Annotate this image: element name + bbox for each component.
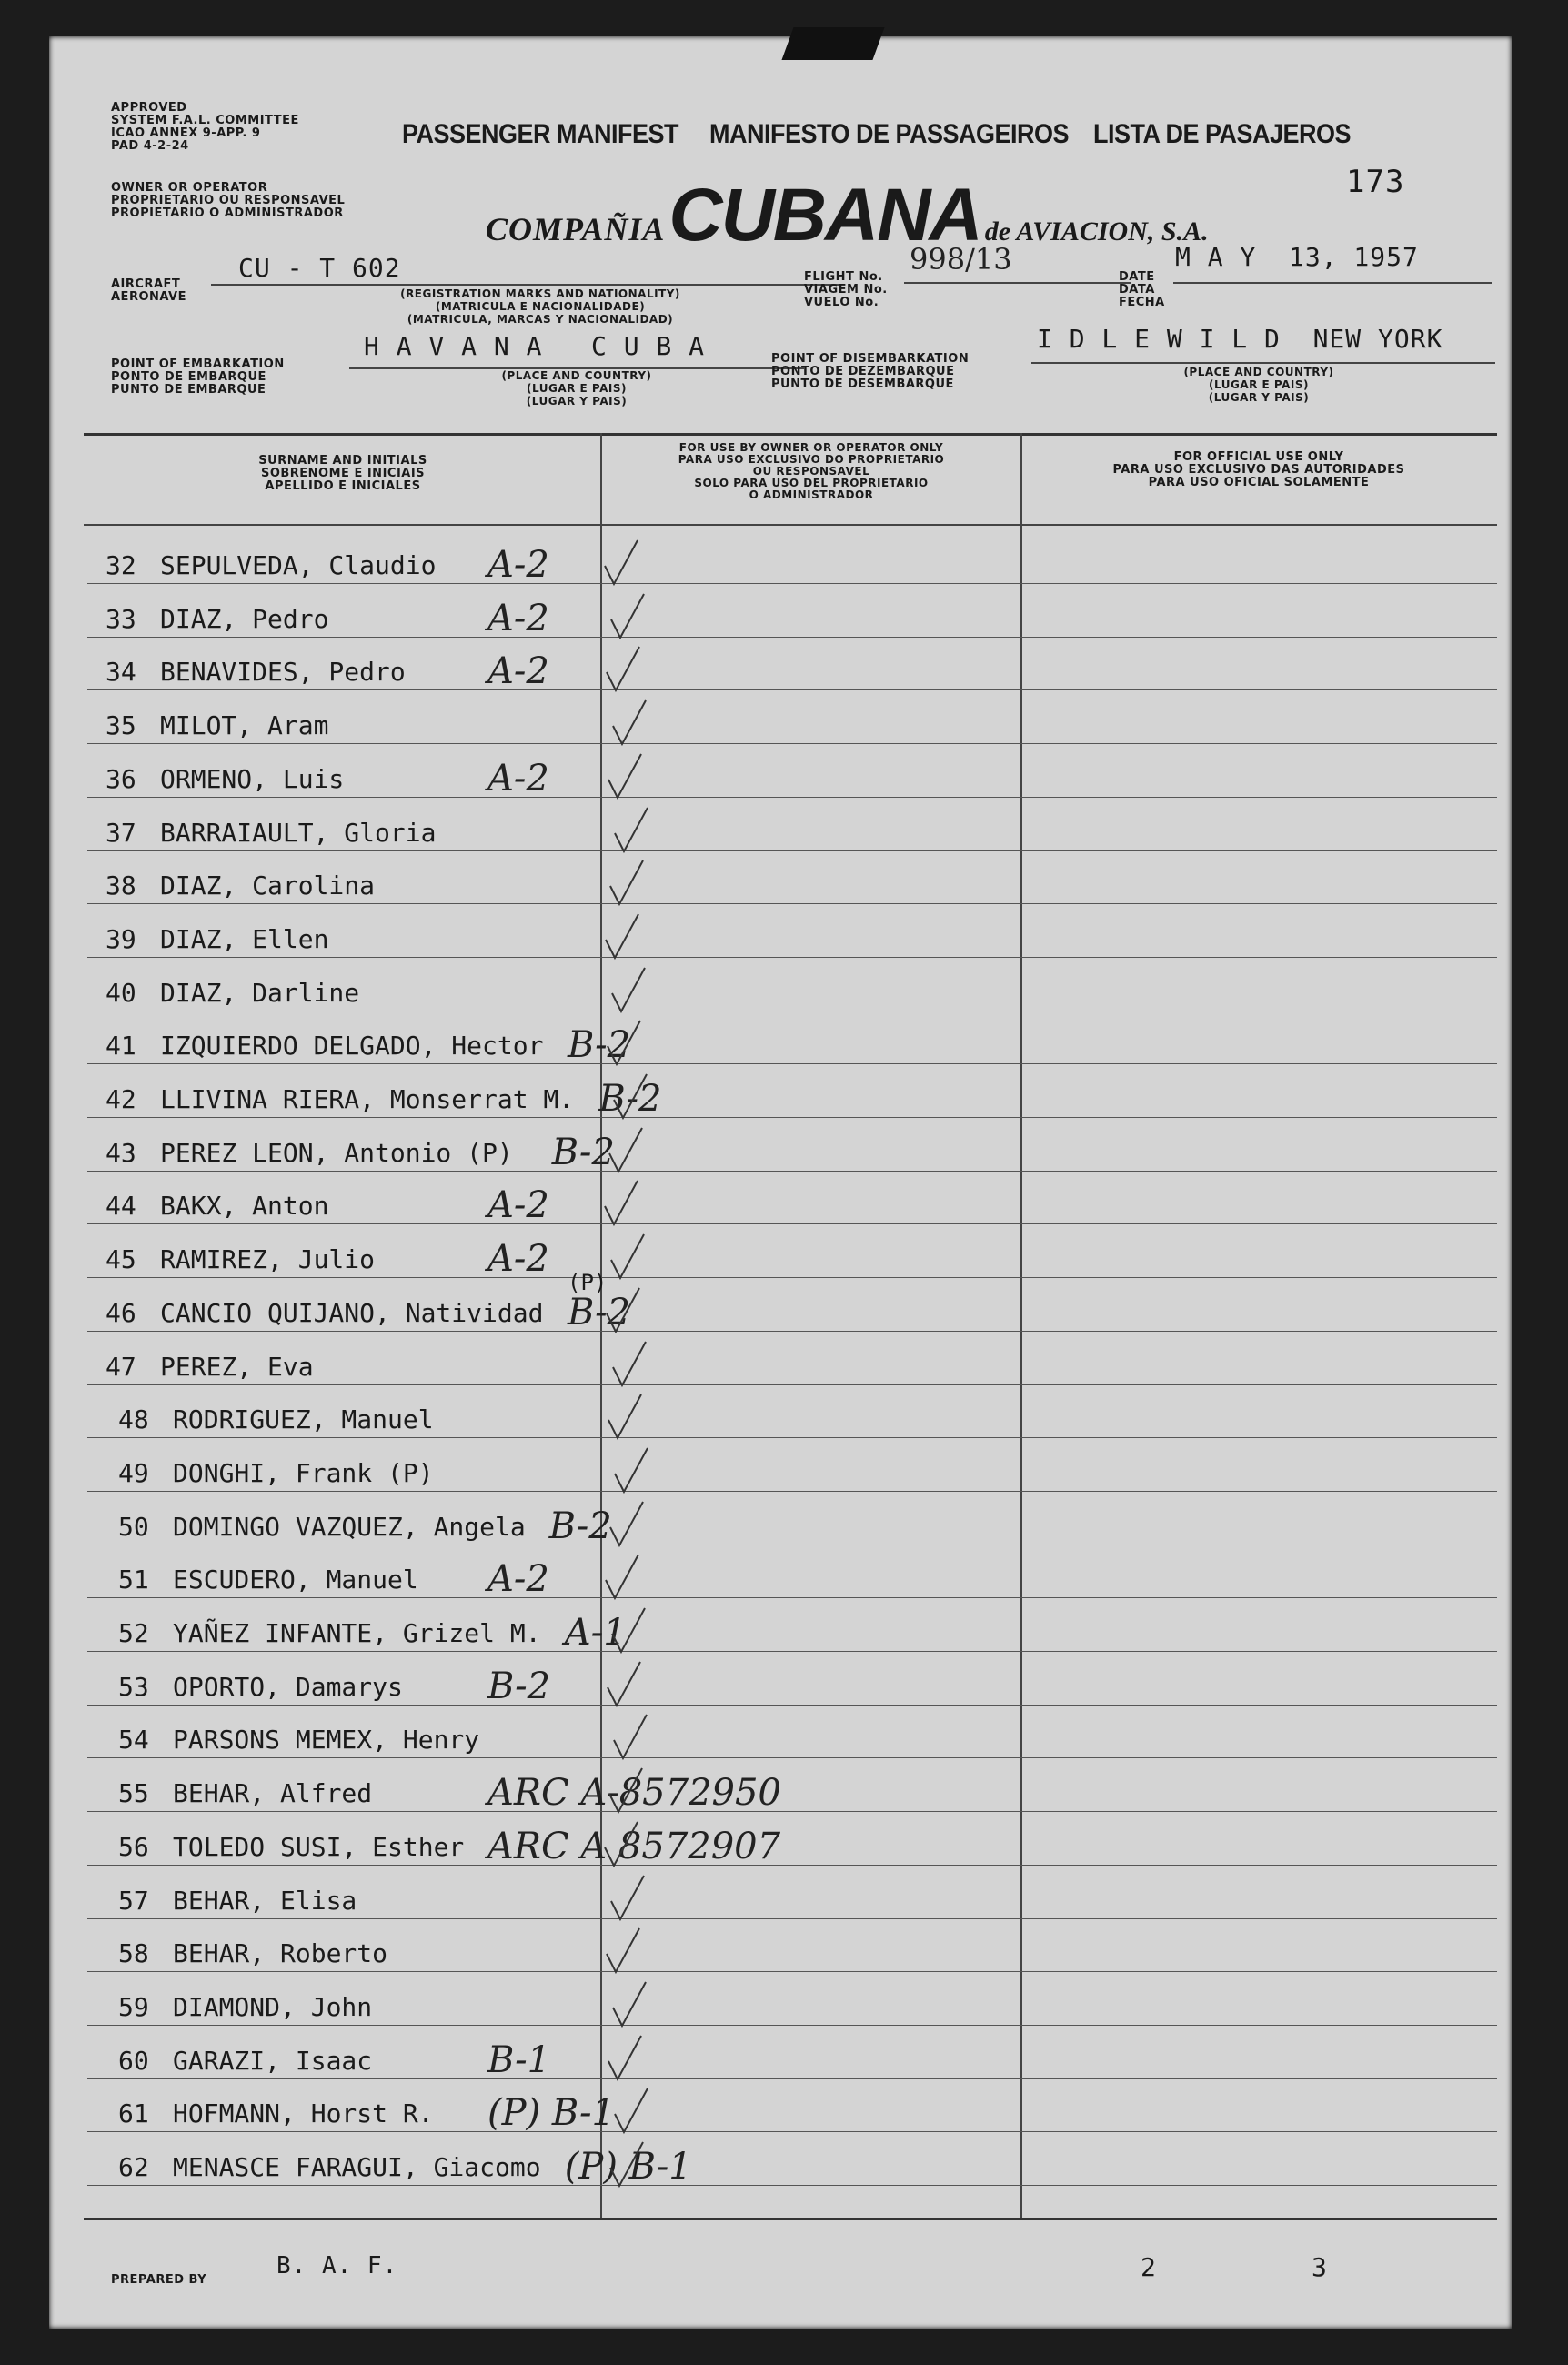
check-mark-icon <box>608 962 648 1017</box>
row-number: 43 <box>106 1137 136 1168</box>
passenger-row <box>87 1973 1497 2026</box>
status-mark: B-2 <box>568 1291 631 1333</box>
row-rule <box>87 2185 1497 2186</box>
status-mark: B-1 <box>487 2038 551 2081</box>
check-mark-icon <box>609 1336 649 1391</box>
column-header-official: FOR OFFICIAL USE ONLY PARA USO EXCLUSIVO DAS AUTORIDADES PARA USO OFICIAL SOLAMENTE <box>1112 450 1405 489</box>
passenger-name: MILOT, Aram <box>160 710 329 741</box>
check-mark-icon <box>608 589 648 643</box>
passenger-name: GARAZI, Isaac <box>173 2045 373 2076</box>
passenger-name: ESCUDERO, Manuel <box>173 1565 418 1595</box>
passenger-name: RAMIREZ, Julio <box>160 1244 376 1275</box>
check-mark-icon <box>604 1656 644 1711</box>
passenger-row <box>87 1333 1497 1385</box>
passenger-row <box>87 585 1497 638</box>
passenger-row <box>87 1919 1497 1972</box>
status-mark: ARC A 8572907 <box>487 1825 781 1867</box>
aircraft-caption: (REGISTRATION MARKS AND NATIONALITY) (MATRICULA E NACIONALIDADE) (MATRICULA, MARCAS Y NACIONALIDAD) <box>400 287 680 326</box>
passenger-row <box>87 1599 1497 1652</box>
passenger-row <box>87 691 1497 744</box>
passenger-row <box>87 959 1497 1011</box>
date-label: DATE DATA FECHA <box>1119 270 1165 309</box>
check-mark-icon <box>604 1015 644 1070</box>
check-mark-icon <box>601 1817 641 1871</box>
passenger-row <box>87 1545 1497 1601</box>
passenger-row <box>87 851 1497 904</box>
row-number: 59 <box>118 1991 149 2022</box>
passenger-name: BEHAR, Alfred <box>173 1778 373 1809</box>
row-number: 46 <box>106 1297 136 1328</box>
row-number: 42 <box>106 1084 136 1114</box>
check-mark-icon <box>602 909 642 963</box>
status-mark: B-2 <box>551 1131 615 1173</box>
check-mark-icon <box>608 1229 648 1283</box>
aircraft-value: CU - T 602 <box>238 253 401 283</box>
status-mark: A-2 <box>487 544 549 586</box>
passenger-name: PEREZ LEON, Antonio (P) <box>160 1137 513 1168</box>
row-number: 56 <box>118 1831 149 1862</box>
footer-page: 2 <box>1141 2252 1157 2282</box>
title-es: LISTA DE PASAJEROS <box>1093 118 1352 149</box>
embark-label: POINT OF EMBARKATION PONTO DE EMBARQUE PUNTO DE EMBARQUE <box>111 357 285 397</box>
passenger-row <box>87 1225 1497 1281</box>
footer-of: 3 <box>1312 2252 1328 2282</box>
check-mark-icon <box>601 535 641 589</box>
passenger-name: IZQUIERDO DELGADO, Hector <box>160 1031 544 1062</box>
check-mark-icon <box>605 1389 645 1444</box>
row-number: 50 <box>118 1511 149 1542</box>
row-number: 48 <box>118 1404 149 1435</box>
status-mark: (P) B-1 <box>564 2146 692 2188</box>
passenger-name: OPORTO, Damarys <box>173 1671 403 1702</box>
airline-name: COMPAÑIA CUBANA de AVIACION, S.A. <box>486 174 1209 257</box>
passenger-row <box>87 1653 1497 1706</box>
check-mark-icon <box>607 855 647 910</box>
passenger-name: DIAZ, Carolina <box>160 871 376 901</box>
row-number: 54 <box>118 1725 149 1756</box>
passenger-row <box>87 531 1497 584</box>
check-mark-icon <box>610 1709 650 1764</box>
check-mark-icon <box>609 1977 649 2031</box>
row-number: 33 <box>106 603 136 634</box>
row-number: 32 <box>106 550 136 580</box>
check-mark-icon <box>607 2137 647 2191</box>
status-mark: B-2 <box>487 1665 551 1707</box>
passenger-row <box>87 1867 1497 1919</box>
passenger-row <box>87 1493 1497 1545</box>
disembark-value: I D L E W I L D NEW YORK <box>1037 324 1443 354</box>
clip-mark <box>781 27 884 60</box>
check-mark-icon <box>608 1603 648 1657</box>
check-mark-icon <box>605 749 645 803</box>
row-number: 37 <box>106 817 136 848</box>
row-number: 44 <box>106 1191 136 1222</box>
passenger-name: MENASCE FARAGUI, Giacomo <box>173 2152 541 2182</box>
check-mark-icon <box>609 695 649 750</box>
disembark-label: POINT OF DISEMBARKATION PONTO DE DEZEMBARQUE PUNTO DE DESEMBARQUE <box>771 352 970 391</box>
owner-label: OWNER OR OPERATOR PROPRIETARIO OU RESPONSAVEL PROPIETARIO O ADMINISTRADOR <box>111 181 346 220</box>
status-mark: B-2 <box>568 1024 631 1067</box>
row-number: 35 <box>106 710 136 741</box>
passenger-name: BENAVIDES, Pedro <box>160 657 406 688</box>
status-mark: ARC A-8572950 <box>487 1772 781 1815</box>
passenger-row <box>87 1172 1497 1227</box>
passenger-row <box>87 1706 1497 1758</box>
check-mark-icon <box>606 1763 646 1817</box>
flight-value: 998/13 <box>910 242 1012 277</box>
row-number: 49 <box>118 1457 149 1488</box>
passenger-row <box>87 2079 1497 2135</box>
passenger-name: BARRAIAULT, Gloria <box>160 817 437 848</box>
manifest-page <box>49 36 1512 2329</box>
passenger-name: DIAMOND, John <box>173 1991 373 2022</box>
check-mark-icon <box>611 802 651 857</box>
embark-value: H A V A N A C U B A <box>364 331 706 361</box>
status-mark: A-2 <box>487 597 549 639</box>
passenger-name: RODRIGUEZ, Manuel <box>173 1404 434 1435</box>
status-mark: A-2 <box>487 1184 549 1227</box>
row-number: 45 <box>106 1244 136 1275</box>
row-number: 62 <box>118 2152 149 2182</box>
approval-block: APPROVED SYSTEM F.A.L. COMMITTEE ICAO ANNEX 9-APP. 9 PAD 4-2-24 <box>111 101 299 153</box>
row-number: 53 <box>118 1671 149 1702</box>
passenger-row <box>87 1759 1497 1815</box>
passenger-row <box>87 1011 1497 1067</box>
passenger-name: DIAZ, Pedro <box>160 603 329 634</box>
row-number: 47 <box>106 1351 136 1382</box>
passenger-name: DIAZ, Ellen <box>160 923 329 954</box>
passenger-name: BAKX, Anton <box>160 1191 329 1222</box>
prepared-by-label: PREPARED BY <box>111 2273 207 2287</box>
passenger-row <box>87 905 1497 958</box>
status-mark: B-2 <box>598 1078 662 1120</box>
page-number: 173 <box>1346 164 1405 200</box>
check-mark-icon <box>611 2083 651 2138</box>
title-pt: MANIFESTO DE PASSAGEIROS <box>709 118 1070 149</box>
row-number: 38 <box>106 871 136 901</box>
passenger-name: LLIVINA RIERA, Monserrat M. <box>160 1084 575 1114</box>
passenger-name: CANCIO QUIJANO, Natividad <box>160 1297 544 1328</box>
passenger-name: DIAZ, Darline <box>160 977 360 1008</box>
row-number: 34 <box>106 657 136 688</box>
passenger-name: PARSONS MEMEX, Henry <box>173 1725 480 1756</box>
passenger-name: ORMENO, Luis <box>160 763 345 794</box>
row-number: 51 <box>118 1565 149 1595</box>
date-value: M A Y 13, 1957 <box>1175 242 1419 272</box>
row-number: 55 <box>118 1778 149 1809</box>
status-mark: A-1 <box>564 1612 627 1654</box>
row-number: 41 <box>106 1031 136 1062</box>
row-number: 39 <box>106 923 136 954</box>
passenger-row <box>87 1813 1497 1866</box>
passenger-row <box>87 2133 1497 2186</box>
prepared-by-value: B. A. F. <box>276 2252 398 2279</box>
passenger-name: DONGHI, Frank (P) <box>173 1457 434 1488</box>
passenger-name: HOFMANN, Horst R. <box>173 2098 434 2129</box>
passenger-row <box>87 2027 1497 2079</box>
above-46-note: (P) <box>568 1270 608 1295</box>
check-mark-icon <box>611 1443 651 1497</box>
status-mark: (P) B-1 <box>487 2092 615 2135</box>
check-mark-icon <box>610 1069 650 1123</box>
check-mark-icon <box>607 1496 647 1551</box>
passenger-name: PEREZ, Eva <box>160 1351 314 1382</box>
check-mark-icon <box>603 641 643 696</box>
row-number: 58 <box>118 1938 149 1969</box>
column-header-names: SURNAME AND INITIALS SOBRENOME E INICIAIS APELLIDO E INICIALES <box>258 454 427 493</box>
passenger-row <box>87 745 1497 798</box>
passenger-name: YAÑEZ INFANTE, Grizel M. <box>173 1618 541 1648</box>
passenger-row <box>87 638 1497 693</box>
passenger-name: DOMINGO VAZQUEZ, Angela <box>173 1511 526 1542</box>
status-mark: B-2 <box>548 1505 612 1547</box>
check-mark-icon <box>605 2030 645 2085</box>
passenger-row <box>87 799 1497 851</box>
passenger-name: SEPULVEDA, Claudio <box>160 550 437 580</box>
check-mark-icon <box>608 1870 648 1925</box>
row-number: 57 <box>118 1885 149 1916</box>
title-en: PASSENGER MANIFEST <box>402 118 679 149</box>
status-mark: A-2 <box>487 1238 549 1281</box>
row-number: 61 <box>118 2098 149 2129</box>
status-mark: A-2 <box>487 757 549 800</box>
passenger-row <box>87 1439 1497 1492</box>
aircraft-label: AIRCRAFT AERONAVE <box>111 277 187 304</box>
passenger-name: TOLEDO SUSI, Esther <box>173 1831 465 1862</box>
passenger-name: BEHAR, Roberto <box>173 1938 388 1969</box>
passenger-row <box>87 1279 1497 1332</box>
row-number: 40 <box>106 977 136 1008</box>
passenger-row <box>87 1385 1497 1438</box>
check-mark-icon <box>606 1122 646 1177</box>
row-number: 52 <box>118 1618 149 1648</box>
row-number: 60 <box>118 2045 149 2076</box>
row-number: 36 <box>106 763 136 794</box>
embark-caption: (PLACE AND COUNTRY) (LUGAR E PAIS) (LUGAR Y PAIS) <box>501 369 652 408</box>
passenger-row <box>87 1119 1497 1172</box>
disembark-caption: (PLACE AND COUNTRY) (LUGAR E PAIS) (LUGAR Y PAIS) <box>1183 366 1334 404</box>
check-mark-icon <box>602 1549 642 1604</box>
status-mark: A-2 <box>487 650 549 693</box>
check-mark-icon <box>603 1923 643 1978</box>
flight-label: FLIGHT No. VIAGEM No. VUELO No. <box>804 270 888 309</box>
column-header-operator: FOR USE BY OWNER OR OPERATOR ONLY PARA USO EXCLUSIVO DO PROPRIETARIO OU RESPONSAVEL SOLO PARA USO DEL PROPRIETARIO O ADMINISTRADOR <box>678 441 945 501</box>
check-mark-icon <box>603 1283 643 1337</box>
status-mark: A-2 <box>487 1558 549 1601</box>
passenger-name: BEHAR, Elisa <box>173 1885 357 1916</box>
passenger-row <box>87 1065 1497 1118</box>
check-mark-icon <box>601 1175 641 1230</box>
